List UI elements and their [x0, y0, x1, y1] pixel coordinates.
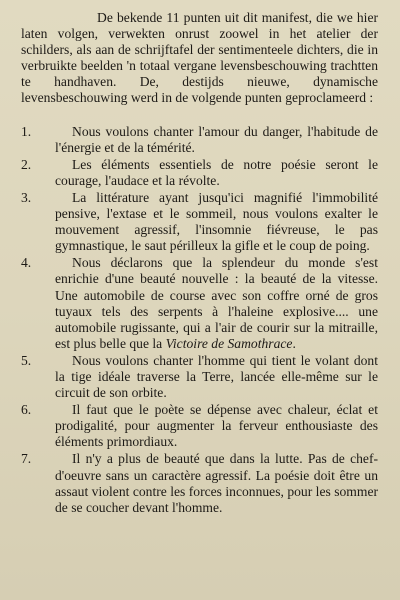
point-text: Nous voulons chanter l'homme qui tient le volant dont la tige idéale traverse la Terre, lancée elle-même sur le circuit de son orbite.: [55, 352, 378, 401]
point-number: 1.: [21, 123, 32, 139]
manifesto-point: [21, 451, 378, 515]
point-text: Les éléments essentiels de notre poésie seront le courage, l'audace et la révolte.: [55, 156, 378, 188]
point-text-after-title: .: [292, 335, 296, 351]
point-number: 6.: [21, 402, 32, 418]
point-text: Il n'y a plus de beauté que dans la lutte. Pas de chef-d'oeuvre sans un caractère agressif. La poésie doit être un assaut violent contre les forces inconnues, pour les sommer de se coucher devant l'homme.: [55, 451, 378, 515]
manifesto-point: [21, 402, 378, 450]
manifesto-point: [21, 157, 378, 189]
point-number: 7.: [21, 451, 32, 467]
point-number: 5.: [21, 352, 32, 368]
point-text-before-title: Nous déclarons que la splendeur du monde s'est enrichie d'une beauté nouvelle : la beauté de la vitesse. Une automobile de course avec son coffre orné de gros tuyaux tels des serpents à l'haleine explosive.... une automobile rugissante, qui a l'air de courir sur la mitraille, est plus belle que la: [55, 255, 378, 351]
manifesto-point: [21, 190, 378, 254]
point-number: 4.: [21, 255, 32, 271]
point-number: 3.: [21, 189, 32, 205]
point-text: [55, 255, 378, 352]
point-text: La littérature ayant jusqu'ici magnifié l'immobilité pensive, l'extase et le sommeil, nous voulons exalter le mouvement agressif, l'insomnie fiévreuse, le pas gymnastique, le saut périlleux la gifle et le coup de poing.: [55, 189, 378, 254]
manifesto-point: [21, 255, 378, 352]
artwork-title-italic: Victoire de Samothrace: [165, 335, 293, 351]
point-text: Nous voulons chanter l'amour du danger, l'habitude de l'énergie et de la témérité.: [55, 123, 378, 155]
manifesto-point: [21, 124, 378, 156]
point-number: 2.: [21, 156, 32, 172]
intro-paragraph: De bekende 11 punten uit dit manifest, die we hier laten volgen, verwekten onrust zoowel in het atelier der schilders, als aan de schrijftafel der sentimenteele dichters, die in verbruikte beelden 'n totaal vergane levensbeschouwing trachtten te handhaven. De, destijds nieuwe, dynamische levensbeschouwing werd in de volgende punten geproclameerd :: [21, 10, 378, 106]
manifesto-point: [21, 353, 378, 401]
point-text: Il faut que le poète se dépense avec chaleur, éclat et prodigalité, pour augmenter la ferveur enthousiaste des éléments primordiaux.: [55, 402, 378, 450]
manifesto-points-list: [21, 124, 378, 516]
